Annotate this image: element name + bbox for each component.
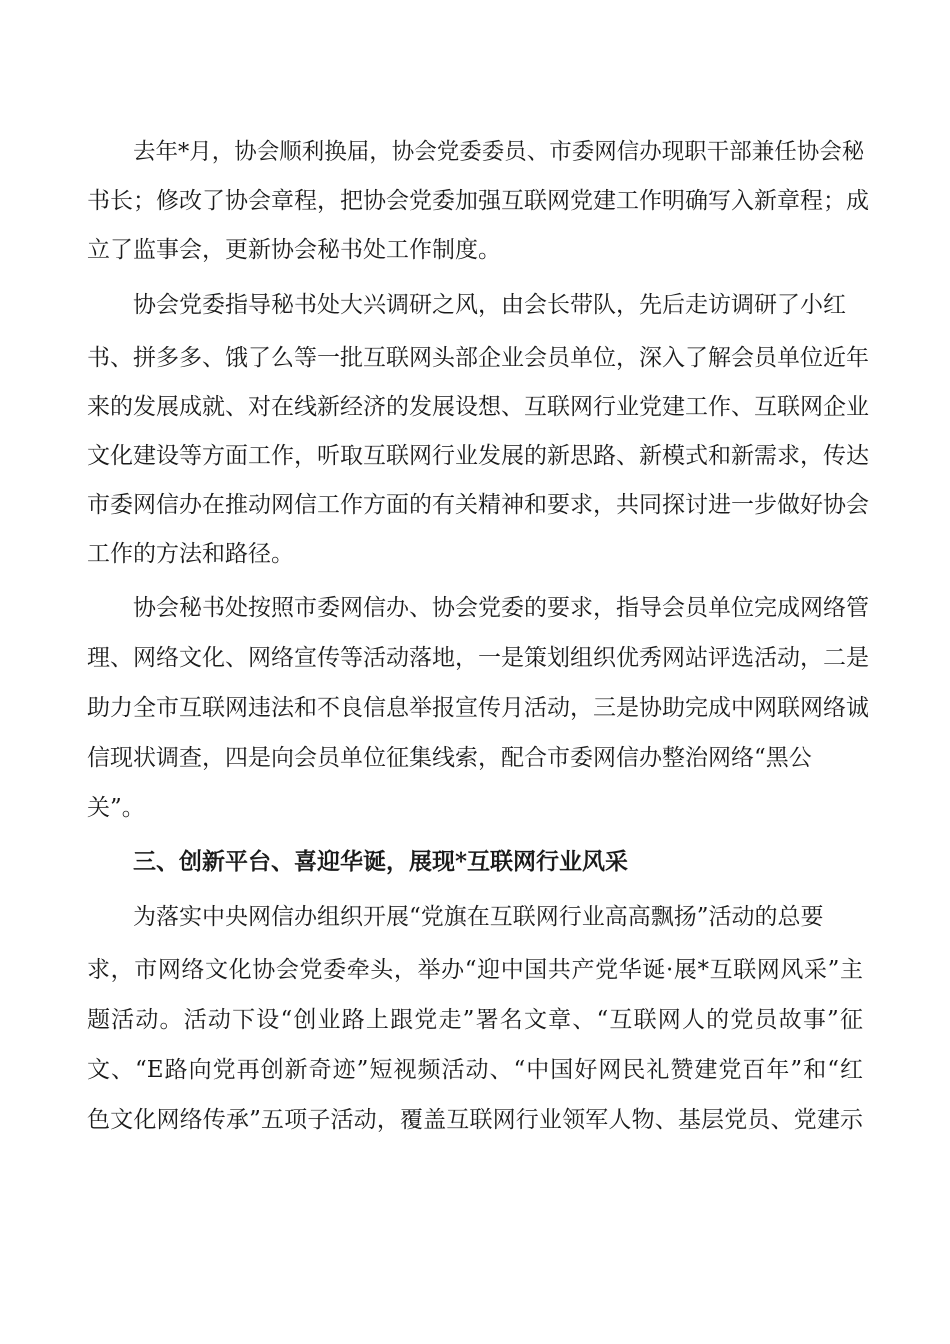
paragraph-line: 题活动。活动下设“创业路上跟党走”署名文章、“互联网人的党员故事”征 (87, 1007, 863, 1033)
paragraph-line: 理、网络文化、网络宣传等活动落地，一是策划组织优秀网站评选活动，二是 (87, 645, 869, 671)
paragraph-line: 色文化网络传承”五项子活动，覆盖互联网行业领军人物、基层党员、党建示 (87, 1107, 863, 1133)
paragraph-line: 文、“E路向党再创新奇迹”短视频活动、“中国好网民礼赞建党百年”和“红 (87, 1057, 863, 1083)
paragraph-line: 立了监事会，更新协会秘书处工作制度。 (87, 237, 501, 263)
paragraph-line: 关”。 (87, 795, 145, 821)
paragraph-line: 信现状调查，四是向会员单位征集线索，配合市委网信办整治网络“黑公 (87, 745, 812, 771)
paragraph-line: 求，市网络文化协会党委牵头，举办“迎中国共产党华诞·展*互联网风采”主 (87, 957, 863, 983)
paragraph-line: 去年*月，协会顺利换届，协会党委委员、市委网信办现职干部兼任协会秘 (133, 139, 865, 165)
paragraph-line: 书、拼多多、饿了么等一批互联网头部企业会员单位，深入了解会员单位近年 (87, 345, 869, 371)
paragraph-line: 文化建设等方面工作，听取互联网行业发展的新思路、新模式和新需求，传达 (87, 443, 869, 469)
paragraph-line: 协会党委指导秘书处大兴调研之风，由会长带队，先后走访调研了小红 (133, 292, 846, 318)
paragraph-line: 市委网信办在推动网信工作方面的有关精神和要求，共同探讨进一步做好协会 (87, 492, 869, 518)
paragraph-line: 协会秘书处按照市委网信办、协会党委的要求，指导会员单位完成网络管 (133, 595, 869, 621)
paragraph-line: 助力全市互联网违法和不良信息举报宣传月活动，三是协助完成中网联网络诚 (87, 695, 869, 721)
section-heading: 三、创新平台、喜迎华诞，展现*互联网行业风采 (133, 848, 629, 875)
paragraph-line: 为落实中央网信办组织开展“党旗在互联网行业高高飘扬”活动的总要 (133, 904, 824, 930)
paragraph-line: 书长；修改了协会章程，把协会党委加强互联网党建工作明确写入新章程；成 (87, 188, 869, 214)
paragraph-line: 工作的方法和路径。 (87, 541, 294, 567)
paragraph-line: 来的发展成就、对在线新经济的发展设想、互联网行业党建工作、互联网企业 (87, 394, 869, 420)
